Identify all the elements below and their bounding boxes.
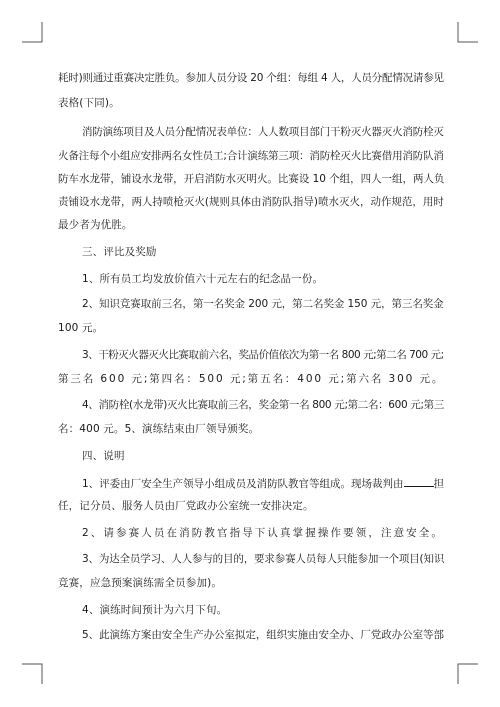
line-text: 消防演练项目及人员分配情况表单位：人人数项目部门干粉灭火器灭火消防栓灭: [82, 126, 444, 138]
line-text: 竞赛，应急预案演练需全员参加)。: [58, 577, 222, 589]
line-text: 第三名 600 元;第四名：500 元;第五名：400 元;第六名 300 元。: [58, 373, 445, 385]
line-text: 1、所有员工均发放价值六十元左右的纪念品一份。: [82, 273, 324, 285]
text-line: [58, 372, 444, 386]
text-line: [82, 348, 444, 362]
text-line: [58, 218, 133, 232]
line-text: 四、说明: [82, 450, 125, 462]
text-line: [58, 71, 444, 85]
line-text: 表格(下同)。: [58, 97, 120, 109]
line-text: 2、请参赛人员在消防教官指导下认真掌握操作要领，注意安全。: [82, 527, 445, 539]
line-text: 耗时)则通过重赛决定胜负。参加人员分设 20 个组：每组 4 人，人员分配情况请参见: [58, 72, 444, 84]
line-text: 任，记分员、服务人员由厂党政办公室统一安排决定。: [58, 500, 314, 512]
line-text: 3、为达全员学习、人人参与的目的，要求参赛人员每人只能参加一个项目(知识: [82, 553, 445, 565]
text-line: [82, 526, 444, 540]
text-line: [58, 149, 444, 163]
text-line: [58, 195, 444, 209]
text-line: [82, 245, 157, 259]
text-line: [82, 603, 227, 617]
line-suffix: 担: [433, 478, 444, 490]
text-line: [82, 398, 444, 412]
text-line: [58, 499, 314, 513]
line-text: 防车水龙带，铺设水龙带，开启消防水灭明火。比赛设 10 个组，四人一组，两人负: [58, 173, 445, 185]
line-text: 2、知识竞赛取前三名，第一名奖金 200 元，第二名奖金 150 元，第三名奖金: [82, 298, 444, 310]
line-text: 名：400 元。5、演练结束由厂领导颁奖。: [58, 423, 260, 435]
line-text: 1、评委由厂安全生产领导小组成员及消防队教官等组成。现场裁判由: [82, 478, 404, 490]
line-text: 100 元。: [58, 322, 104, 334]
line-text: 三、评比及奖励: [82, 246, 157, 258]
line-text: 4、消防栓(水龙带)灭火比赛取前三名，奖金第一名 800 元;第二名：600 元;第三: [82, 399, 444, 411]
fill-in-blank: [404, 475, 434, 487]
text-line: [58, 422, 259, 436]
text-line: [82, 272, 323, 286]
line-text: 5、此演练方案由安全生产办公室拟定，组织实施由安全办、厂党政办公室等部: [82, 629, 444, 641]
text-line: [58, 321, 103, 335]
text-line: [82, 297, 444, 311]
text-line: [82, 125, 444, 139]
text-line: [58, 96, 120, 110]
line-text: 4、演练时间预计为六月下旬。: [82, 604, 228, 616]
text-line: [82, 552, 444, 566]
text-line: [82, 449, 125, 463]
text-line: [58, 576, 222, 590]
text-line: [82, 628, 444, 642]
text-line: [82, 475, 444, 491]
line-text: 火备注每个小组应安排两名女性员工;合计演练第三项：消防栓灭火比赛借用消防队消: [58, 150, 444, 162]
line-text: 最少者为优胜。: [58, 219, 133, 231]
line-text: 3、干粉灭火器灭火比赛取前六名，奖品价值依次为第一名 800 元;第二名 700 元;: [82, 349, 444, 361]
line-text: 责铺设水龙带，两人持喷枪灭火(规则具体由消防队指导)喷水灭火，动作规范，用时: [58, 196, 444, 208]
text-line: [58, 172, 444, 186]
